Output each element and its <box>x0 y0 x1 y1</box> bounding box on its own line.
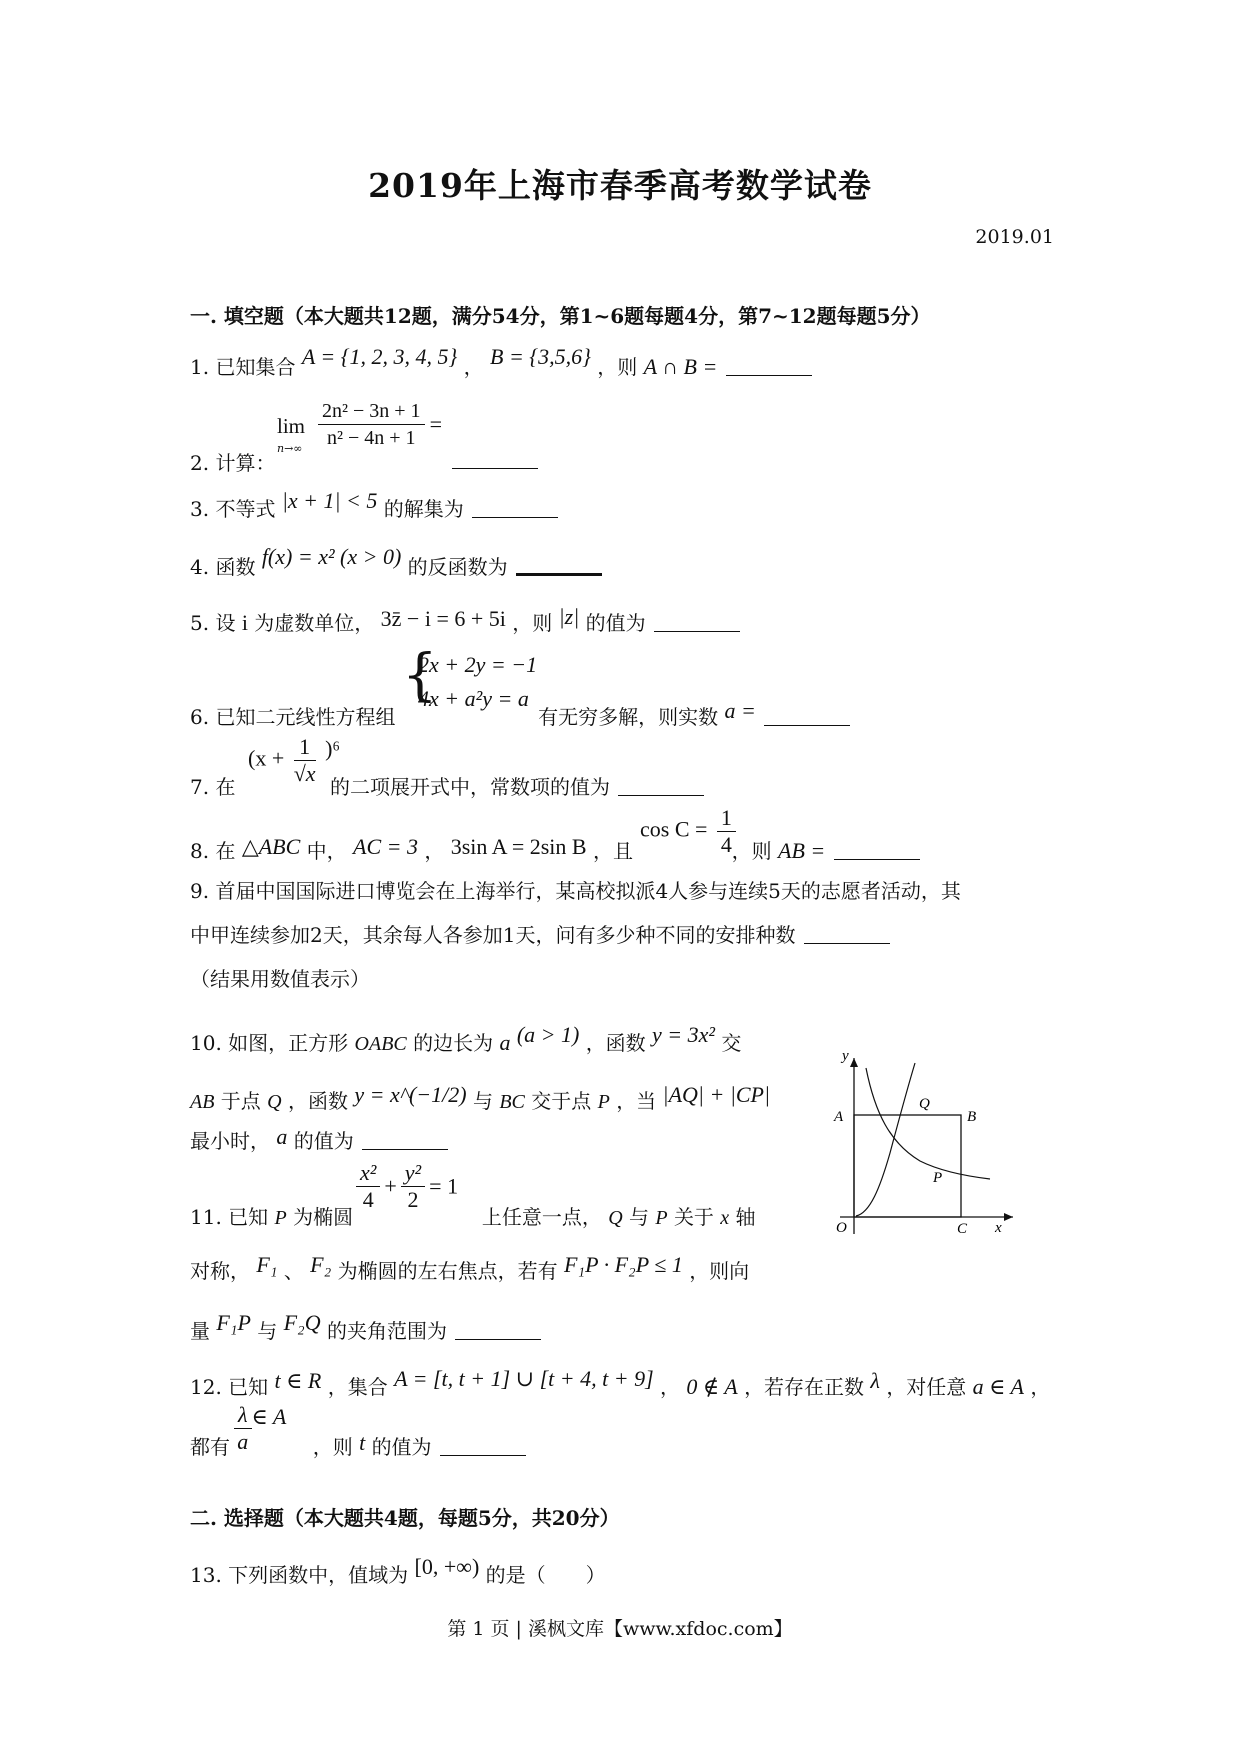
q6-variable: a = <box>724 698 756 723</box>
q11-vector-1: F₁P <box>216 1310 251 1335</box>
label-b: B <box>967 1109 977 1125</box>
question-9-line-1: 9. 首届中国国际进口博览会在上海举行，某高校拟派4人参与连续5天的志愿者活动，其 <box>190 879 961 903</box>
y-axis-arrow <box>850 1058 858 1067</box>
x-axis-arrow <box>1004 1213 1013 1221</box>
q1-intersection: A ∩ B = <box>643 354 718 379</box>
q10-text: 10. 如图，正方形 <box>190 1031 349 1055</box>
q11-text-4: 与 <box>629 1205 649 1229</box>
q12-comma: ， <box>660 1375 681 1399</box>
section-choice-heading: 二. 选择题（本大题共4题，每题5分，共20分） <box>190 1506 620 1530</box>
q11-p: P <box>274 1207 287 1229</box>
q12-text-5: 都有 <box>190 1435 230 1459</box>
q11-text-13: 的夹角范围为 <box>326 1319 447 1343</box>
label-p: P <box>933 1170 943 1186</box>
q12-lambda: λ <box>870 1368 880 1393</box>
question-3 <box>190 488 558 524</box>
question-10-line-1 <box>190 1022 742 1059</box>
question-8 <box>190 836 920 866</box>
question-7-expression <box>248 734 340 787</box>
q2-equals: = <box>429 411 443 437</box>
q8-text-4: ，则 <box>731 839 772 863</box>
q11-text-9: 为椭圆的左右焦点，若有 <box>337 1259 558 1283</box>
q11-text-3: 上任意一点， <box>481 1205 602 1229</box>
question-9-line-3: （结果用数值表示） <box>190 967 370 991</box>
q10-function-1: y = 3x² <box>652 1022 716 1047</box>
q11-ellipse-den-2: 2 <box>407 1187 419 1212</box>
q12-text-4: ，对任意 <box>886 1375 967 1399</box>
q5-answer-blank[interactable] <box>654 611 740 632</box>
q5-equation: 3z̄ − i = 6 + 5i <box>380 606 506 631</box>
q8-triangle: △ABC <box>241 834 301 859</box>
q10-q: Q <box>267 1091 282 1113</box>
question-12-line-1 <box>190 1366 1051 1402</box>
q3-answer-blank[interactable] <box>472 497 558 518</box>
square-curve-figure <box>820 1048 1020 1248</box>
q1-comma: ， <box>463 355 484 379</box>
question-10-line-2 <box>190 1082 771 1117</box>
label-c: C <box>957 1221 968 1237</box>
q8-comma: ， <box>424 839 445 863</box>
q5-text-2: 为虚数单位， <box>254 611 375 635</box>
q11-p-2: P <box>655 1207 668 1229</box>
q10-text-3: ，函数 <box>585 1031 646 1055</box>
q4-text: 4. 函数 <box>190 555 256 579</box>
q12-frac-num: λ <box>234 1402 252 1429</box>
q12-text-7: 的值为 <box>371 1435 432 1459</box>
q8-cos-label: cos C = <box>640 816 708 842</box>
q5-text-4: 的值为 <box>585 611 646 635</box>
question-9-line-2 <box>190 920 890 950</box>
q8-ab: AB = <box>778 838 826 863</box>
page-footer: 第 1 页 | 溪枫文库【www.xfdoc.com】 <box>447 1618 793 1640</box>
q11-dot-product: F₁P · F₂P ≤ 1 <box>563 1252 683 1277</box>
q10-a-2: a <box>276 1124 288 1149</box>
q11-plus: + <box>384 1173 397 1199</box>
q4-answer-blank[interactable] <box>516 553 602 576</box>
question-5 <box>190 604 740 638</box>
q10-text-4: 交 <box>721 1031 742 1055</box>
q7-frac-den: √x <box>293 761 316 786</box>
q11-text-5: 关于 <box>673 1205 714 1229</box>
q11-ellipse-eq: = 1 <box>429 1173 459 1199</box>
q10-bc: BC <box>499 1091 525 1113</box>
q10-ab: AB <box>190 1091 215 1113</box>
q8-cos-num: 1 <box>717 805 736 832</box>
question-2-fraction <box>318 398 442 451</box>
q12-comma-2: ， <box>1030 1375 1051 1399</box>
q11-text-8: 、 <box>283 1259 304 1283</box>
q11-text-12: 与 <box>257 1319 278 1343</box>
q7-expr-left: (x + <box>248 745 285 771</box>
q3-text-2: 的解集为 <box>383 497 464 521</box>
q7-frac-num: 1 <box>294 734 316 761</box>
q11-ellipse-num-1: x² <box>356 1160 380 1187</box>
q12-text-3: ，若存在正数 <box>744 1375 865 1399</box>
q7-expr-right: )⁶ <box>325 735 341 761</box>
question-1 <box>190 344 812 382</box>
question-12-line-2 <box>190 1432 526 1462</box>
square-oabc <box>854 1115 961 1217</box>
q10-text-5: 于点 <box>220 1089 261 1113</box>
question-11-line-3 <box>190 1310 541 1346</box>
question-11-line-1 <box>190 1202 756 1233</box>
question-13 <box>190 1554 606 1590</box>
q11-text-6: 轴 <box>735 1205 756 1229</box>
question-2-label: 2. 计算： <box>190 451 276 475</box>
q10-function-2: y = x^(−1/2) <box>354 1082 467 1107</box>
q11-x: x <box>720 1207 730 1229</box>
q9-text-2: 中甲连续参加2天，其余每人各参加1天，问有多少种不同的安排种数 <box>190 923 796 947</box>
exam-date: 2019.01 <box>975 226 1054 248</box>
q1-set-b: B = {3,5,6} <box>490 344 591 369</box>
label-o: O <box>836 1220 847 1236</box>
q11-f1: F₁ <box>256 1252 278 1277</box>
q2-lim: lim <box>277 414 306 438</box>
q13-text: 13. 下列函数中，值域为 <box>190 1563 409 1587</box>
q12-zero-not-in-a: 0 ∉ A <box>686 1374 738 1399</box>
q11-text-10: ，则向 <box>689 1259 750 1283</box>
question-2-blank-wrap <box>450 448 538 471</box>
label-y: y <box>842 1048 849 1064</box>
q2-lim-sub: n→∞ <box>277 442 303 455</box>
q4-text-2: 的反函数为 <box>407 555 508 579</box>
q3-text: 3. 不等式 <box>190 497 276 521</box>
q12-t: t <box>359 1430 366 1455</box>
q10-text-11: 的值为 <box>293 1129 354 1153</box>
q12-text-6: ，则 <box>312 1435 353 1459</box>
label-q: Q <box>919 1096 930 1112</box>
q11-answer-blank[interactable] <box>455 1319 541 1340</box>
q11-ellipse-den-1: 4 <box>362 1187 374 1212</box>
q10-text-10: 最小时， <box>190 1129 270 1153</box>
q12-frac-den: a <box>237 1429 249 1454</box>
q13-text-2: 的是（ ） <box>485 1563 606 1587</box>
q1-text-then: ，则 <box>597 355 638 379</box>
q11-text-2: 为椭圆 <box>293 1205 354 1229</box>
q12-text-2: ，集合 <box>327 1375 388 1399</box>
q2-answer-blank[interactable] <box>452 448 538 469</box>
q10-text-6: ，函数 <box>287 1089 348 1113</box>
label-x: x <box>995 1220 1002 1236</box>
q7-text-2: 的二项展开式中，常数项的值为 <box>330 775 610 799</box>
section-fill-blank-heading: 一. 填空题（本大题共12题，满分54分，第1~6题每题4分，第7~12题每题5分） <box>190 304 931 328</box>
q12-set-a: A = [t, t + 1] ∪ [t + 4, t + 9] <box>394 1366 654 1391</box>
q8-text-2: 中， <box>306 839 347 863</box>
q8-sine-relation: 3sin A = 2sin B <box>450 834 587 859</box>
q6-text: 6. 已知二元线性方程组 <box>190 705 396 729</box>
q2-numerator: 2n² − 3n + 1 <box>318 398 425 425</box>
q10-text-2: 的边长为 <box>413 1031 494 1055</box>
page-title: 2019年上海市春季高考数学试卷 <box>368 166 872 205</box>
q12-a-in-a: a ∈ A <box>972 1374 1024 1399</box>
q11-ellipse-num-2: y² <box>401 1160 425 1187</box>
q11-text-11: 量 <box>190 1319 210 1343</box>
q12-text: 12. 已知 <box>190 1375 269 1399</box>
q6-equation-1: 2x + 2y = −1 <box>418 652 538 677</box>
q11-f2: F₂ <box>310 1252 332 1277</box>
q12-in-a: ∈ A <box>251 1403 287 1429</box>
q8-cos-den: 4 <box>720 832 732 857</box>
q13-range: [0, +∞) <box>414 1554 480 1579</box>
question-10-line-3 <box>190 1126 448 1156</box>
q10-text-9: ，当 <box>616 1089 657 1113</box>
q8-text-3: ，且 <box>592 839 633 863</box>
question-11-line-2 <box>190 1252 750 1286</box>
q2-denominator: n² − 4n + 1 <box>327 427 416 449</box>
q6-brace: { <box>402 643 438 708</box>
q3-inequality: |x + 1| < 5 <box>281 488 378 513</box>
q1-text: 1. 已知集合 <box>190 355 296 379</box>
q5-i: i <box>241 610 248 635</box>
q9-answer-blank[interactable] <box>804 923 890 944</box>
q8-cosine <box>640 805 740 858</box>
label-a: A <box>834 1109 844 1125</box>
q12-answer-blank[interactable] <box>440 1435 526 1456</box>
q10-expression: |AQ| + |CP| <box>662 1082 771 1107</box>
q1-set-a: A = {1, 2, 3, 4, 5} <box>301 344 458 369</box>
question-7-label: 7. 在 <box>190 775 236 799</box>
q11-text: 11. 已知 <box>190 1205 269 1229</box>
q5-abs-z: |z| <box>558 604 580 629</box>
q8-ac: AC = 3 <box>353 834 418 859</box>
q10-condition: (a > 1) <box>516 1022 580 1047</box>
q6-answer-blank[interactable] <box>764 705 850 726</box>
q5-text-3: ，则 <box>512 611 553 635</box>
q10-text-8: 交于点 <box>531 1089 592 1113</box>
q4-function: f(x) = x² (x > 0) <box>261 544 402 569</box>
q8-answer-blank[interactable] <box>834 839 920 860</box>
q8-text: 8. 在 <box>190 839 236 863</box>
q6-text-2: 有无穷多解，则实数 <box>538 705 719 729</box>
q10-p: P <box>597 1091 610 1113</box>
q10-oabc: OABC <box>354 1033 407 1055</box>
q10-text-7: 与 <box>472 1089 493 1113</box>
question-7-text <box>330 772 704 802</box>
q11-q: Q <box>608 1207 623 1229</box>
q12-t-in-r: t ∈ R <box>274 1368 322 1393</box>
q6-equation-2: 4x + a²y = a <box>418 686 529 711</box>
curve-y-3x2 <box>856 1063 915 1216</box>
q11-vector-2: F₂Q <box>283 1310 321 1335</box>
q7-answer-blank[interactable] <box>618 775 704 796</box>
question-4 <box>190 544 602 582</box>
q10-a: a <box>499 1030 511 1055</box>
q10-answer-blank[interactable] <box>362 1129 448 1150</box>
q5-text: 5. 设 <box>190 611 236 635</box>
q11-text-7: 对称， <box>190 1259 250 1283</box>
q1-answer-blank[interactable] <box>726 355 812 376</box>
